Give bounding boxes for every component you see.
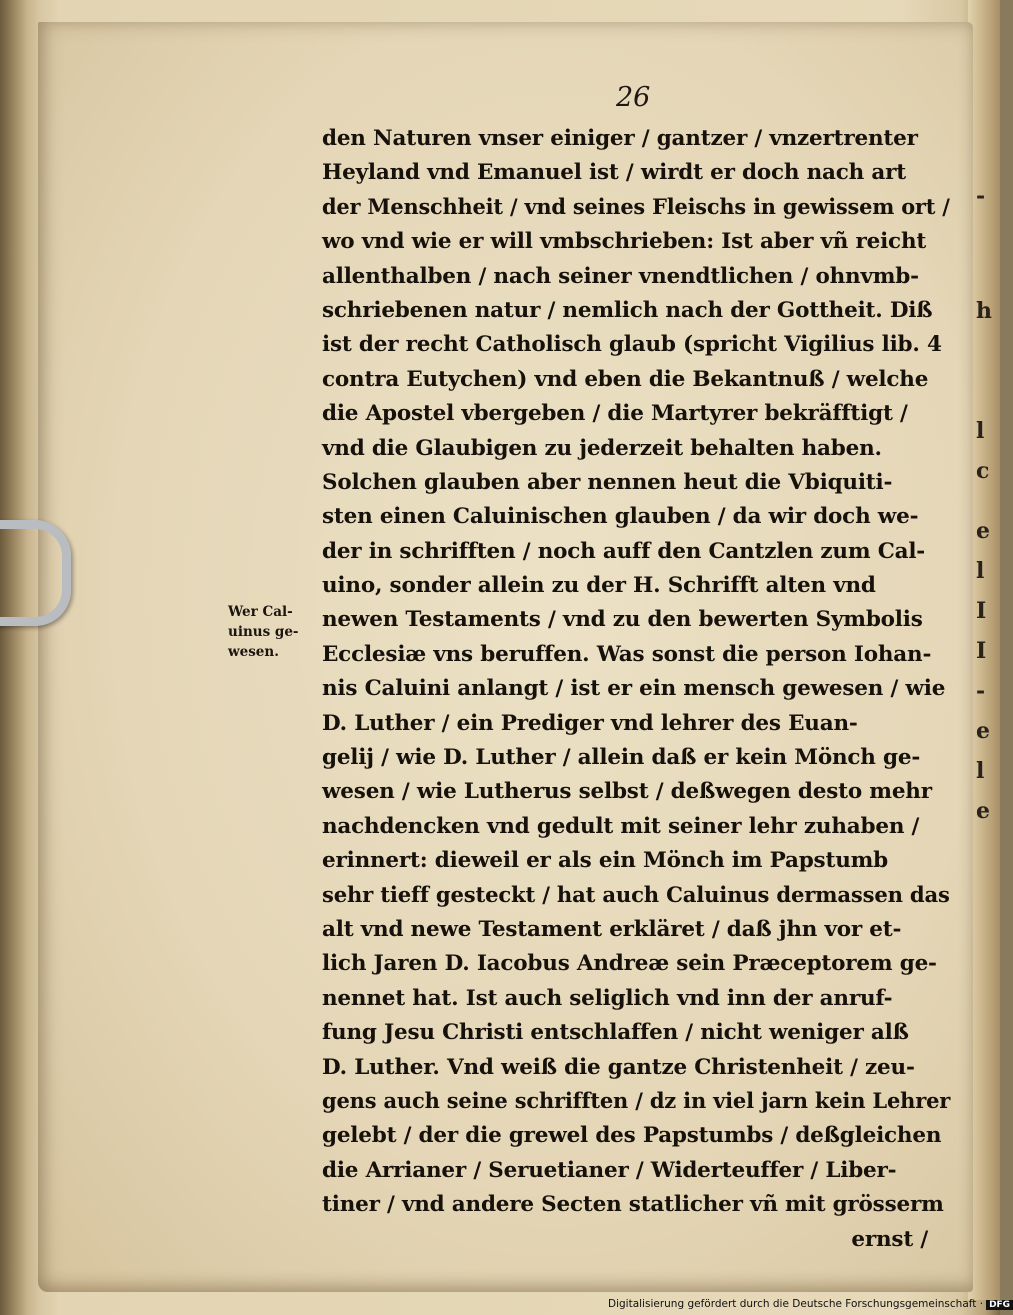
marginal-note [228,602,320,662]
facing-page-glyph: I [976,638,987,664]
footer-credit [608,1298,1013,1310]
page-clip [0,520,71,626]
catchword: ernst / [851,1226,928,1252]
facing-page-glyph: c [976,458,990,484]
text-line: sten einen Caluinischen glauben / da wir doch we- [322,504,919,530]
text-line: uino, sonder allein zu der H. Schrifft alten vnd [322,573,876,599]
facing-page-glyph: I [976,598,987,624]
text-line: Ecclesiæ vns beruffen. Was sonst die person Iohan- [322,641,932,667]
text-line: alt vnd newe Testament erkläret / daß jhn vor et- [322,916,902,942]
text-line: der Menschheit / vnd seines Fleischs in gewissem ort / [322,194,950,220]
facing-page-glyph: h [976,298,992,324]
facing-page-glyph: - [976,183,986,209]
text-line: fung Jesu Christi entschlaffen / nicht weniger alß [322,1020,909,1046]
text-line: gelij / wie D. Luther / allein daß er kein Mönch ge- [322,745,921,771]
text-line: wo vnd wie er will vmbschrieben: Ist aber vñ reicht [322,229,927,255]
marginal-note-line: uinus ge- [228,624,299,640]
facing-page-glyph: l [976,418,985,444]
page-number: 26 [616,82,651,113]
text-line: contra Eutychen) vnd eben die Bekantnuß / welche [322,366,929,392]
facing-page-glyph: e [976,518,990,544]
text-line: den Naturen vnser einiger / gantzer / vnzertrenter [322,126,918,151]
text-line: D. Luther. Vnd weiß die gantze Christenheit / zeu- [322,1054,915,1080]
text-line: der in schrifften / noch auff den Cantzlen zum Cal- [322,538,926,564]
facing-page-glyph: l [976,758,985,784]
dfg-logo: DFG [986,1300,1013,1310]
footer-text: Digitalisierung gefördert durch die Deutsche Forschungsgemeinschaft · [608,1298,984,1310]
facing-page-glyph: e [976,798,990,824]
text-line: Heyland vnd Emanuel ist / wirdt er doch nach art [322,160,906,186]
text-line: nachdencken vnd gedult mit seiner lehr zuhaben / [322,813,920,839]
text-line: vnd die Glaubigen zu jederzeit behalten haben. [322,435,882,461]
text-line: nis Caluini anlangt / ist er ein mensch gewesen / wie [322,676,946,702]
marginal-note-line: wesen. [228,644,279,660]
text-line: gelebt / der die grewel des Papstumbs / deßgleichen [322,1123,942,1149]
text-line: nennet hat. Ist auch seliglich vnd inn der anruf- [322,985,893,1011]
text-line: tiner / vnd andere Secten statlicher vñ mit grösserm [322,1192,944,1218]
facing-page-glyph: e [976,718,990,744]
text-line: wesen / wie Lutherus selbst / deßwegen desto mehr [322,779,932,805]
text-line: schriebenen natur / nemlich nach der Gottheit. Diß [322,297,933,323]
text-line: newen Testaments / vnd zu den bewerten Symbolis [322,607,923,633]
text-line: sehr tieff gesteckt / hat auch Caluinus dermassen das [322,882,950,908]
text-line: erinnert: dieweil er als ein Mönch im Papstumb [322,848,889,874]
text-line: ist der recht Catholisch glaub (spricht Vigilius lib. 4 [322,332,942,358]
marginal-note-line: Wer Cal- [228,604,293,620]
text-line: gens auch seine schrifften / dz in viel jarn kein Lehrer [322,1088,951,1114]
text-line: D. Luther / ein Prediger vnd lehrer des Euan- [322,710,858,736]
facing-page-glyph: - [976,678,986,704]
text-line: lich Jaren D. Iacobus Andreæ sein Præceptorem ge- [322,951,937,977]
facing-page-glyph: l [976,558,985,584]
text-line: die Apostel vbergeben / die Martyrer bekräfftigt / [322,401,908,427]
text-line: allenthalben / nach seiner vnendtlichen / ohnvmb- [322,263,919,289]
body-text [322,122,950,1257]
text-line: Solchen glauben aber nennen heut die Vbiquiti- [322,469,893,495]
text-line: die Arrianer / Seruetianer / Widerteuffer / Liber- [322,1157,897,1183]
